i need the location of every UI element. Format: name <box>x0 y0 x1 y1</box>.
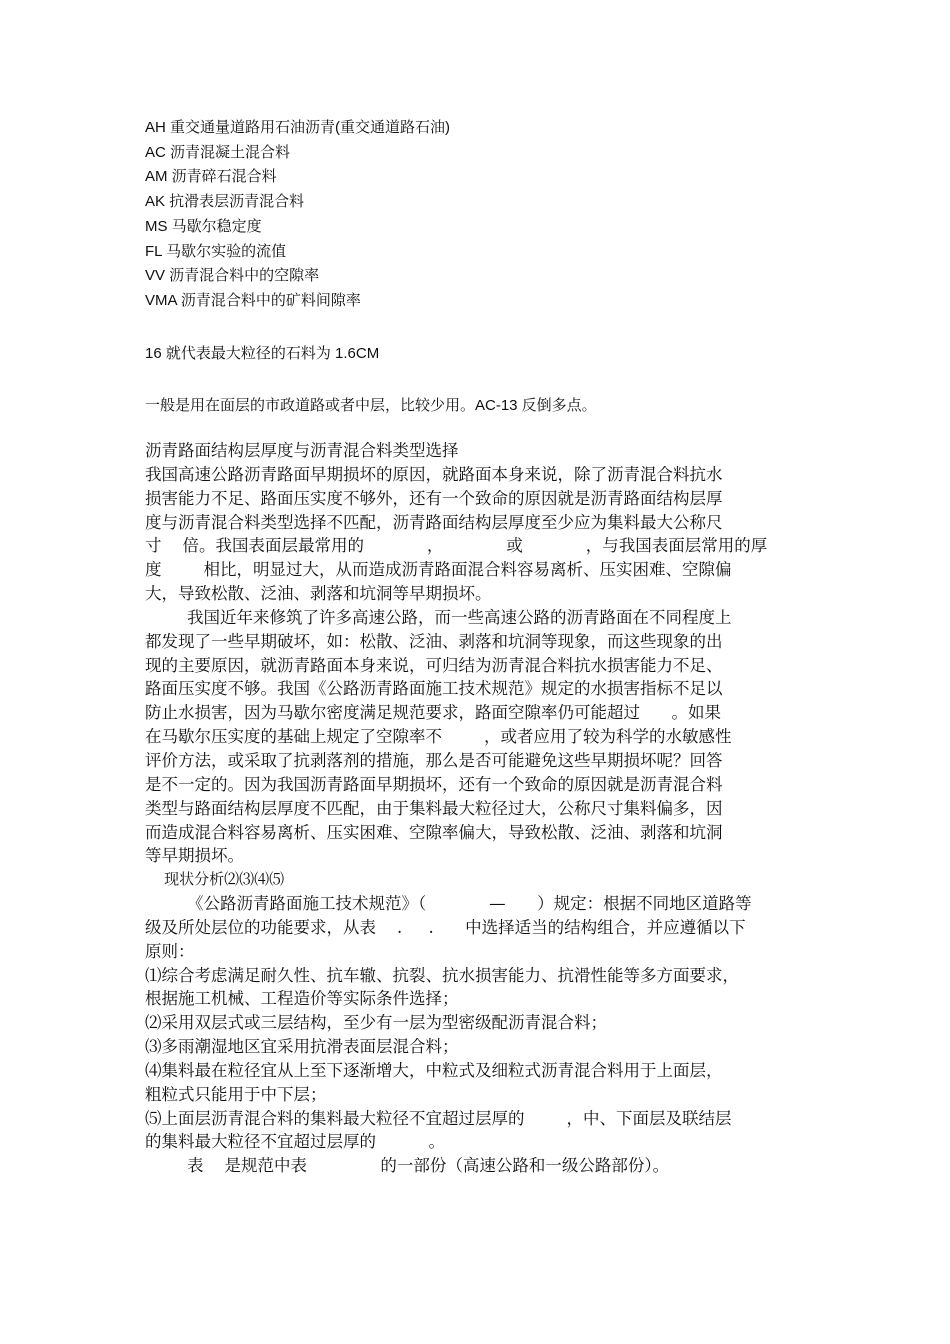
paragraph-line: 《公路沥青路面施工技术规范》（ — ）规定：根据不同地区道路等 <box>145 894 752 914</box>
table-note: 表 是规范中表 的一部份（高速公路和一级公路部份）。 <box>145 1156 670 1176</box>
paragraph-line: 防止水损害，因为马歇尔密度满足规范要求，路面空隙率仍可能超过 。如果 <box>145 703 721 723</box>
principle-item: ⑸上面层沥青混合料的集料最大粒径不宜超过层厚的 ，中、下面层及联结层 <box>145 1108 732 1128</box>
paragraph-line: 原则： <box>145 941 195 961</box>
abbreviation-item: VV 沥青混合料中的空隙率 <box>145 267 320 285</box>
paragraph-line: 度与沥青混合料类型选择不匹配，沥青路面结构层厚度至少应为集料最大公称尺 <box>145 512 723 532</box>
abbreviation-item: AK 抗滑表层沥青混合料 <box>145 193 305 211</box>
section-body <box>145 439 808 1178</box>
paragraph-line: 度 相比，明显过大，从而造成沥青路面混合料容易离析、压实困难、空隙偏 <box>145 560 732 580</box>
paragraph-line: 是不一定的。因为我国沥青路面早期损坏，还有一个致命的原因就是沥青混合料 <box>145 774 723 794</box>
paragraph-line: 在马歇尔压实度的基础上规定了空隙率不 ，或者应用了较为科学的水敏感性 <box>145 727 732 747</box>
paragraph-line: 寸 倍。我国表面层最常用的 ， 或 ，与我国表面层常用的厚 <box>145 536 768 556</box>
paragraph-line: 损害能力不足、路面压实度不够外，还有一个致命的原因就是沥青路面结构层厚 <box>145 488 723 508</box>
abbreviation-item: AH 重交通量道路用石油沥青(重交通道路石油) <box>145 119 450 136</box>
note-usage: 一般是用在面层的市政道路或者中层，比较少用。AC-13 反倒多点。 <box>145 397 597 414</box>
note-aggregate-size: 16 就代表最大粒径的石料为 1.6CM <box>145 345 380 362</box>
abbreviation-item: AC 沥青混凝土混合料 <box>145 143 291 161</box>
principle-item: ⑶多雨潮湿地区宜采用抗滑表面层混合料； <box>145 1037 459 1057</box>
abbreviation-item: VMA 沥青混合料中的矿料间隙率 <box>145 291 361 309</box>
paragraph-line: 评价方法，或采取了抗剥落剂的措施，那么是否可能避免这些早期损坏呢？回答 <box>145 750 723 770</box>
principle-item: ⑴综合考虑满足耐久性、抗车辙、抗裂、抗水损害能力、抗滑性能等多方面要求， <box>145 965 739 985</box>
paragraph-line: 等早期损坏。 <box>145 846 244 866</box>
paragraph-line: 大，导致松散、泛油、剥落和坑洞等早期损坏。 <box>145 584 492 604</box>
principle-item: 根据施工机械、工程造价等实际条件选择； <box>145 989 459 1009</box>
paragraph-line: 而造成混合料容易离析、压实困难、空隙率偏大，导致松散、泛油、剥落和坑洞 <box>145 822 723 842</box>
paragraph-line: 级及所处层位的功能要求，从表 . . 中选择适当的结构组合，并应遵循以下 <box>145 917 746 937</box>
abbreviation-item: AM 沥青碎石混合料 <box>145 168 277 186</box>
principle-item: 的集料最大粒径不宜超过层厚的 。 <box>145 1132 445 1152</box>
principle-item: 粗粒式只能用于中下层； <box>145 1084 327 1104</box>
abbreviation-item: MS 马歇尔稳定度 <box>145 217 262 235</box>
analysis-heading: 现状分析⑵⑶⑷⑸ <box>145 870 285 889</box>
abbreviation-list <box>145 116 785 314</box>
paragraph-line: 我国近年来修筑了许多高速公路，而一些高速公路的沥青路面在不同程度上 <box>145 607 732 627</box>
abbreviation-item: FL 马歇尔实验的流值 <box>145 242 287 260</box>
paragraph-line: 类型与路面结构层厚度不匹配，由于集料最大粒径过大，公称尺寸集料偏多，因 <box>145 798 723 818</box>
paragraph-line: 都发现了一些早期破坏，如：松散、泛油、剥落和坑洞等现象，而这些现象的出 <box>145 631 723 651</box>
paragraph-line: 我国高速公路沥青路面早期损坏的原因，就路面本身来说，除了沥青混合料抗水 <box>145 464 723 484</box>
section-title: 沥青路面结构层厚度与沥青混合料类型选择 <box>145 441 459 460</box>
principle-item: ⑵采用双层式或三层结构，至少有一层为型密级配沥青混合料； <box>145 1013 607 1033</box>
principle-item: ⑷集料最在粒径宜从上至下逐渐增大，中粒式及细粒式沥青混合料用于上面层， <box>145 1060 723 1080</box>
paragraph-line: 路面压实度不够。我国《公路沥青路面施工技术规范》规定的水损害指标不足以 <box>145 679 723 699</box>
paragraph-line: 现的主要原因，就沥青路面本身来说，可归结为沥青混合料抗水损害能力不足、 <box>145 655 723 675</box>
